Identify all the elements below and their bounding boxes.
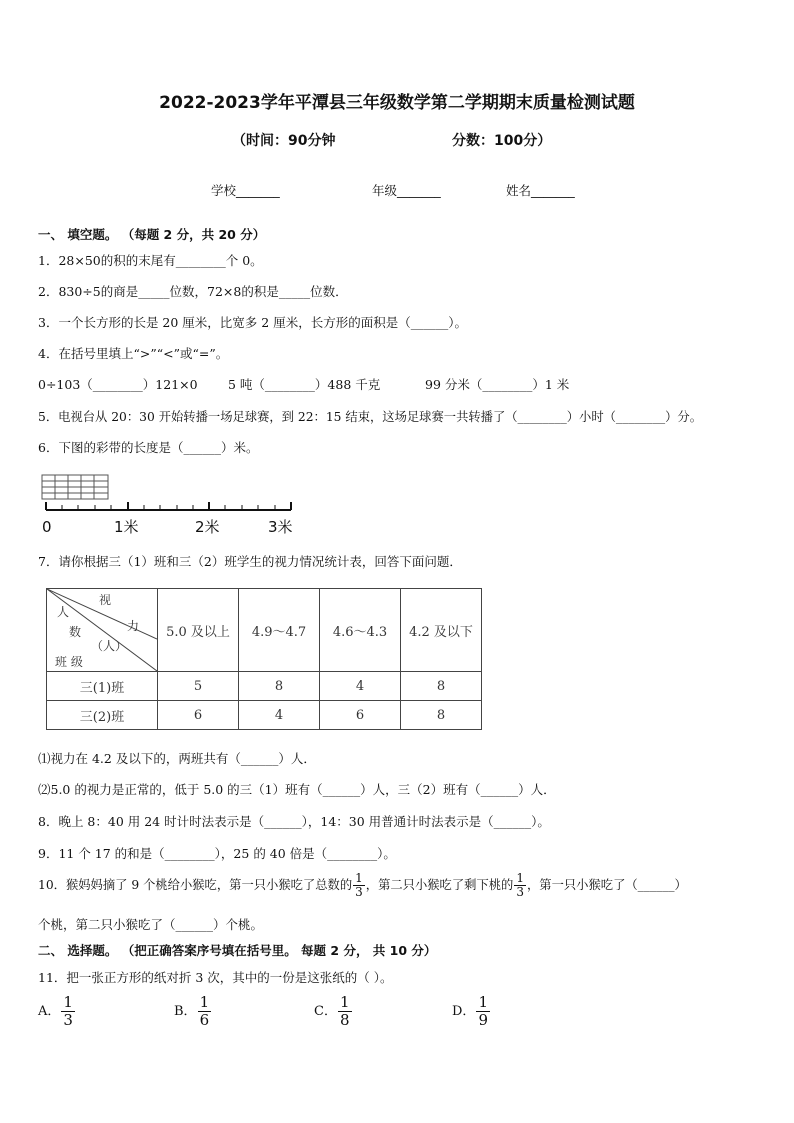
ruler-label-2: 2米 (195, 518, 220, 536)
table-cell: 6 (320, 701, 401, 730)
ruler-label-3: 3米 (268, 518, 293, 536)
ruler-label-1: 1米 (114, 518, 139, 536)
fraction: $\frac{1}{3}$ (355, 871, 363, 899)
table-header: 5.0 及以上 (158, 589, 239, 672)
table-cell: 4 (239, 701, 320, 730)
name-field: 姓名_______ (506, 183, 575, 198)
row-label: 三(1)班 (47, 672, 158, 701)
table-header: 4.6～4.3 (320, 589, 401, 672)
question-5: 5．电视台从 20：30 开始转播一场足球赛，到 22：15 结束，这场足球赛一共转播了（________）小时（________）分。 (38, 410, 703, 424)
section1-heading: 一、 填空题。 （每题 2 分，共 20 分） (38, 227, 266, 242)
table-row (47, 672, 482, 701)
table-row (47, 701, 482, 730)
question-7-1: ⑴视力在 4.2 及以下的，两班共有（______）人． (38, 751, 316, 766)
table-cell: 8 (239, 672, 320, 701)
question-11: 11．把一张正方形的纸对折 3 次，其中的一份是这张纸的（ ）。 (38, 970, 393, 985)
school-field: 学校_______ (211, 183, 280, 198)
ribbon (42, 475, 108, 499)
question-1: 1．28×50的积的末尾有________个 0。 (38, 253, 263, 268)
question-10: 10．猴妈妈摘了 9 个桃给小猴吃，第一只小猴吃了总数的 $\frac{1}{3}$ ，第二只小猴吃了剩下桃的 $\frac{1}{3}$ ，第一只小猴吃了（______） (38, 871, 687, 899)
question-10-line2: 个桃，第二只小猴吃了（______）个桃。 (38, 917, 264, 932)
table-diagonal-header: 视 人 力 数 （人） 班 级 (47, 589, 158, 672)
question-4a: 0÷103（________）121×0 (38, 377, 198, 392)
page-title: 2022-2023学年平潭县三年级数学第二学期期末质量检测试题 (159, 93, 635, 113)
table-cell: 6 (158, 701, 239, 730)
ribbon-ruler-figure (38, 470, 308, 540)
question-6: 6．下图的彩带的长度是（______）米。 (38, 440, 259, 455)
question-4: 4．在括号里填上“>”“<”或“=”。 (38, 346, 229, 361)
row-label: 三(2)班 (47, 701, 158, 730)
table-header: 4.2 及以下 (401, 589, 482, 672)
question-4c: 99 分米（________）1 米 (425, 377, 570, 392)
question-8: 8．晚上 8：40 用 24 时计时法表示是（______），14：30 用普通计时法表示是（______）。 (38, 814, 550, 829)
question-2: 2．830÷5的商是_____位数，72×8的积是_____位数． (38, 284, 348, 299)
table-cell: 4 (320, 672, 401, 701)
question-9: 9．11 个 17 的和是（________），25 的 40 倍是（________）。 (38, 846, 396, 861)
option-b: B． $\frac{1}{6}$ (174, 993, 210, 1029)
exam-time: （时间：90分钟 (232, 133, 336, 149)
question-7: 7．请你根据三（1）班和三（2）班学生的视力情况统计表，回答下面问题． (38, 554, 462, 569)
fraction: $\frac{1}{3}$ (516, 871, 524, 899)
vision-table (46, 588, 482, 730)
option-a: A． $\frac{1}{3}$ (38, 993, 73, 1029)
table-header: 4.9～4.7 (239, 589, 320, 672)
table-cell: 5 (158, 672, 239, 701)
question-3: 3．一个长方形的长是 20 厘米，比宽多 2 厘米，长方形的面积是（______）。 (38, 315, 467, 330)
table-cell: 8 (401, 701, 482, 730)
option-d: D． $\frac{1}{9}$ (452, 993, 488, 1029)
section2-heading: 二、 选择题。 （把正确答案序号填在括号里。 每题 2 分， 共 10 分） (38, 943, 437, 958)
table-cell: 8 (401, 672, 482, 701)
grade-field: 年级_______ (372, 183, 441, 198)
ruler-label-0: 0 (42, 518, 52, 536)
exam-score: 分数：100分） (452, 133, 552, 149)
ruler (46, 502, 291, 510)
option-c: C． $\frac{1}{8}$ (314, 993, 350, 1029)
question-7-2: ⑵5.0 的视力是正常的，低于 5.0 的三（1）班有（______）人，三（2）班有（______）人． (38, 782, 556, 797)
question-4b: 5 吨（________）488 千克 (228, 377, 381, 392)
